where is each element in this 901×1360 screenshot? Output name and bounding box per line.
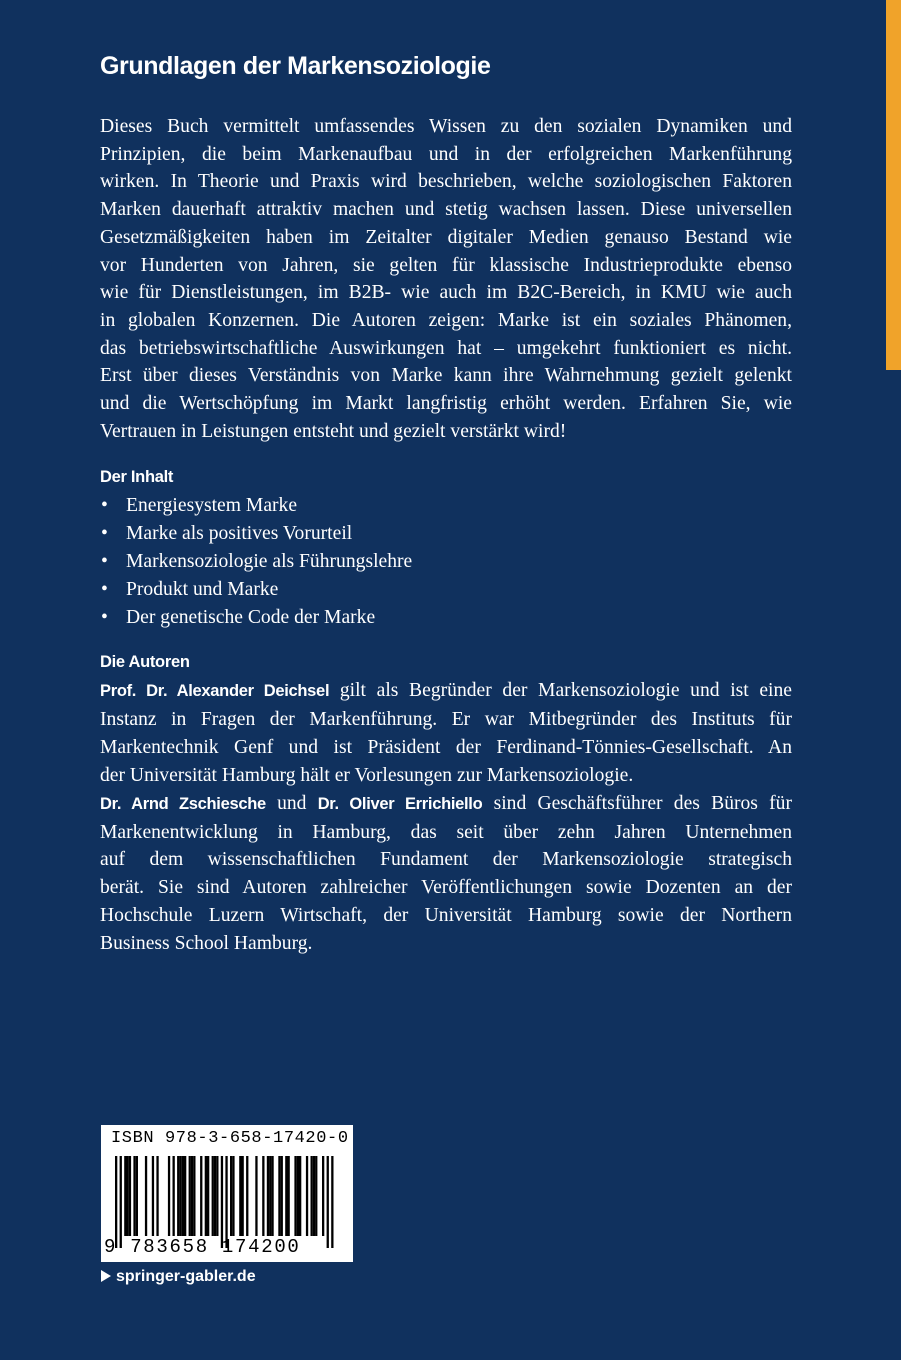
barcode-bar bbox=[271, 1156, 273, 1236]
authors-line: Dr. Arnd Zschiesche und Dr. Oliver Errichiello sind Geschäftsführer des Büros für bbox=[100, 792, 792, 814]
description-line: vor Hunderten von Jahren, sie gelten für klassische Industrieprodukte ebenso bbox=[100, 254, 792, 276]
barcode-bar bbox=[173, 1156, 175, 1236]
barcode-bar bbox=[115, 1156, 117, 1248]
list-item: • Produkt und Marke bbox=[100, 576, 412, 604]
barcode-bar bbox=[267, 1156, 269, 1236]
barcode-bar bbox=[331, 1156, 333, 1248]
authors-line: Prof. Dr. Alexander Deichsel gilt als Begründer der Markensoziologie und ist eine bbox=[100, 680, 792, 701]
barcode-bar bbox=[294, 1156, 296, 1236]
barcode-bar bbox=[232, 1156, 234, 1236]
list-item: • Marke als positives Vorurteil bbox=[100, 520, 412, 548]
barcode-bar bbox=[179, 1156, 181, 1236]
authors-line: der Universität Hamburg hält er Vorlesungen zur Markensoziologie. bbox=[100, 764, 634, 786]
author-name: Dr. Arnd Zschiesche bbox=[100, 794, 266, 813]
description-line: Dieses Buch vermittelt umfassendes Wissen zu den sozialen Dynamiken und bbox=[100, 116, 792, 137]
publisher-website[interactable] bbox=[101, 1268, 256, 1286]
authors-line: Business School Hamburg. bbox=[100, 933, 313, 955]
barcode-bar bbox=[182, 1156, 184, 1236]
barcode-bar bbox=[313, 1156, 315, 1236]
barcode-bar bbox=[239, 1156, 241, 1236]
authors-line: Markenentwicklung in Hamburg, das seit über zehn Jahren Unternehmen bbox=[100, 821, 792, 843]
barcode-bar bbox=[145, 1156, 147, 1236]
barcode-bar bbox=[315, 1156, 317, 1236]
barcode-bar bbox=[212, 1156, 214, 1236]
list-item: • Der genetische Code der Marke bbox=[100, 604, 412, 632]
description-line: und die Wertschöpfung im Markt langfristig erhöht werden. Erfahren Sie, wie bbox=[100, 393, 792, 415]
description-line: Marken dauerhaft attraktiv machen und stetig wachsen lassen. Diese universellen bbox=[100, 199, 792, 221]
barcode-bar bbox=[156, 1156, 158, 1236]
description-line: Gesetzmäßigkeiten haben im Zeitalter digitaler Medien genauso Bestand wie bbox=[100, 226, 792, 248]
authors-text bbox=[100, 677, 792, 958]
barcode-bar bbox=[214, 1156, 216, 1236]
authors-line: berät. Sie sind Autoren zahlreicher Veröffentlichungen sowie Dozenten an der bbox=[100, 877, 792, 899]
authors-line: auf dem wissenschaftlichen Fundament der Markensoziologie strategisch bbox=[100, 849, 792, 871]
barcode-bar bbox=[262, 1156, 264, 1236]
barcode-bar bbox=[136, 1156, 138, 1236]
barcode-bar bbox=[255, 1156, 257, 1236]
barcode-digits: 9 783658 174200 bbox=[104, 1236, 301, 1258]
isbn-label: ISBN 978-3-658-17420-0 bbox=[111, 1129, 349, 1148]
description-line: in globalen Konzernen. Die Autoren zeigen: Marke ist ein soziales Phänomen, bbox=[100, 309, 792, 331]
description-line: Prinzipien, die beim Markenaufbau und in der erfolgreichen Markenführung bbox=[100, 143, 792, 165]
accent-strip bbox=[886, 0, 901, 370]
barcode-bar bbox=[311, 1156, 313, 1236]
barcode-bar bbox=[322, 1156, 324, 1236]
description-line: das betriebswirtschaftliche Auswirkungen hat – umgekehrt funktioniert es nicht. bbox=[100, 337, 792, 359]
description-text bbox=[100, 113, 792, 445]
contents-heading: Der Inhalt bbox=[100, 468, 174, 486]
book-title: Grundlagen der Markensoziologie bbox=[100, 52, 491, 80]
contents-list bbox=[100, 492, 412, 632]
barcode-bar bbox=[133, 1156, 135, 1236]
author-name: Prof. Dr. Alexander Deichsel bbox=[100, 682, 330, 700]
barcode-bar bbox=[230, 1156, 232, 1236]
barcode-bar bbox=[120, 1156, 122, 1248]
barcode-bar bbox=[177, 1156, 179, 1236]
barcode-bar bbox=[221, 1156, 223, 1248]
bullet-icon: • bbox=[101, 579, 108, 600]
authors-line: Instanz in Fragen der Markenführung. Er war Mitbegründer des Instituts für bbox=[100, 708, 792, 730]
description-line: wie für Dienstleistungen, im B2B- wie auch im B2C-Bereich, in KMU wie auch bbox=[100, 282, 792, 304]
barcode-bar bbox=[281, 1156, 283, 1236]
authors-heading: Die Autoren bbox=[100, 653, 190, 671]
barcode-bar bbox=[191, 1156, 193, 1236]
barcode-bar bbox=[327, 1156, 329, 1248]
barcode-bar bbox=[225, 1156, 227, 1248]
list-item: • Energiesystem Marke bbox=[100, 492, 412, 520]
barcode-bar bbox=[297, 1156, 299, 1236]
barcode-bar bbox=[168, 1156, 170, 1236]
bullet-icon: • bbox=[101, 607, 108, 628]
description-line: wirken. In Theorie und Praxis wird beschrieben, welche soziologischen Faktoren bbox=[100, 171, 792, 193]
barcode-bar bbox=[205, 1156, 207, 1236]
barcode-bar bbox=[246, 1156, 248, 1236]
barcode-bar bbox=[193, 1156, 195, 1236]
barcode-bar bbox=[129, 1156, 131, 1236]
description-line: Vertrauen in Leistungen entsteht und gezielt verstärkt wird! bbox=[100, 420, 567, 442]
arrow-right-icon bbox=[101, 1270, 111, 1282]
barcode-bar bbox=[184, 1156, 186, 1236]
bullet-icon: • bbox=[101, 523, 108, 544]
barcode-bar bbox=[306, 1156, 308, 1236]
authors-line: Hochschule Luzern Wirtschaft, der Universität Hamburg sowie der Northern bbox=[100, 905, 792, 927]
barcode-bar bbox=[127, 1156, 129, 1236]
author-name: Dr. Oliver Errichiello bbox=[317, 794, 483, 813]
barcode-bar bbox=[216, 1156, 218, 1236]
bullet-icon: • bbox=[101, 495, 108, 516]
barcode-bar bbox=[152, 1156, 154, 1236]
website-label: springer-gabler.de bbox=[116, 1268, 256, 1285]
barcode-bar bbox=[288, 1156, 290, 1236]
list-item: • Markensoziologie als Führungslehre bbox=[100, 548, 412, 576]
barcode-bar bbox=[299, 1156, 301, 1236]
barcode-bar bbox=[200, 1156, 202, 1236]
barcode-bar bbox=[242, 1156, 244, 1236]
bullet-icon: • bbox=[101, 551, 108, 572]
barcode-bar bbox=[189, 1156, 191, 1236]
barcode-bar bbox=[278, 1156, 280, 1236]
description-line: Erst über dieses Verständnis von Marke kann ihre Wahrnehmung gezielt gelenkt bbox=[100, 365, 792, 387]
isbn-barcode bbox=[101, 1125, 353, 1262]
barcode-bar bbox=[124, 1156, 126, 1236]
barcode-bar bbox=[285, 1156, 287, 1236]
barcode-bar bbox=[269, 1156, 271, 1236]
authors-line: Markentechnik Genf und ist Präsident der Ferdinand-Tönnies-Gesellschaft. An bbox=[100, 736, 792, 758]
barcode-bar bbox=[207, 1156, 209, 1236]
